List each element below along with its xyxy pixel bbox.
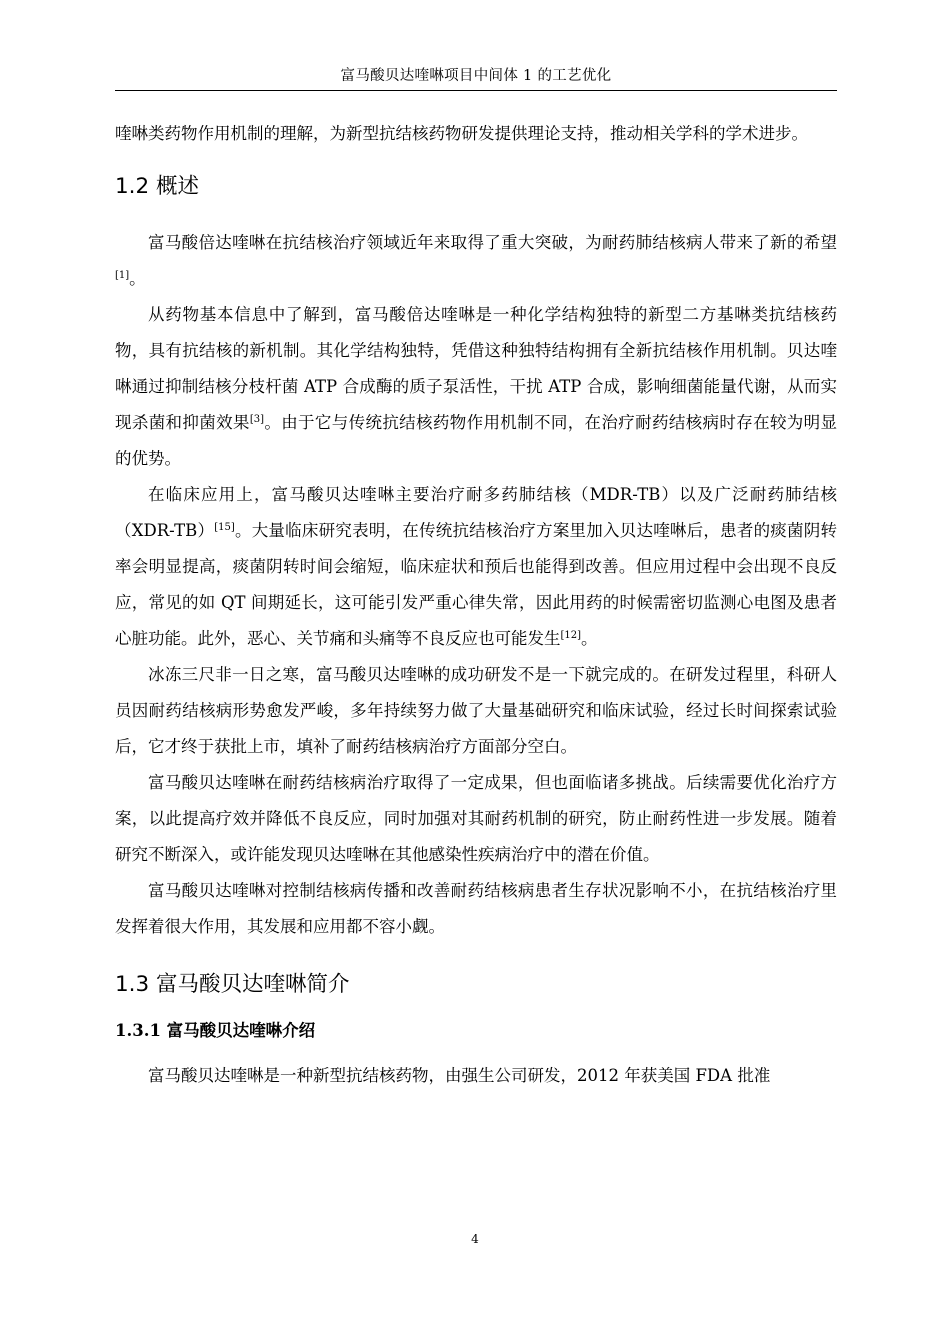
citation: [1] (115, 270, 130, 281)
paragraph-text: 从药物基本信息中了解到，富马酸倍达喹啉是一种化学结构独特的新型二方基啉类抗结核药物，具有抗结核的新机制。其化学结构独特，凭借这种独特结构拥有全新抗结核作用机制。贝达喹啉通过抑制结核分枝杆菌 ATP 合成酶的质子泵活性，干扰 ATP 合成，影响细菌能量代谢，从而实现杀菌和抑菌效果 (115, 305, 837, 432)
paragraph-text: 富马酸倍达喹啉在抗结核治疗领域近年来取得了重大突破，为耐药肺结核病人带来了新的希望 (148, 233, 837, 252)
paragraph: 富马酸贝达喹啉在耐药结核病治疗取得了一定成果，但也面临诸多挑战。后续需要优化治疗方案，以此提高疗效并降低不良反应，同时加强对其耐药机制的研究，防止耐药性进一步发展。随着研究不断深入，或许能发现贝达喹啉在其他感染性疾病治疗中的潜在价值。 (115, 773, 837, 864)
paragraph-text: 。 (581, 629, 598, 648)
citation: [3] (249, 414, 264, 425)
page-number: 4 (471, 1232, 479, 1246)
paragraph: 富马酸贝达喹啉对控制结核病传播和改善耐药结核病患者生存状况影响不小，在抗结核治疗里发挥着很大作用，其发展和应用都不容小觑。 (115, 881, 837, 936)
continuation-paragraph: 喹啉类药物作用机制的理解，为新型抗结核药物研发提供理论支持，推动相关学科的学术进步。 (115, 124, 808, 143)
page-body (115, 116, 837, 1094)
paragraph-text: 。由于它与传统抗结核药物作用机制不同，在治疗耐药结核病时存在较为明显的优势。 (115, 413, 838, 468)
running-header: 富马酸贝达喹啉项目中间体 1 的工艺优化 (340, 68, 612, 84)
paragraph-text: 。大量临床研究表明，在传统抗结核治疗方案里加入贝达喹啉后，患者的痰菌阴转率会明显提高，痰菌阴转时间会缩短，临床症状和预后也能得到改善。但应用过程中会出现不良反应，常见的如 QT 间期延长，这可能引发严重心律失常，因此用药的时候需密切监测心电图及患者心脏功能。此外，恶心、关节痛和头痛等不良反应也可能发生 (115, 521, 837, 648)
citation: [12] (560, 630, 582, 641)
section-heading-1-3: 1.3 富马酸贝达喹啉简介 (115, 972, 350, 997)
paragraph: 冰冻三尺非一日之寒，富马酸贝达喹啉的成功研发不是一下就完成的。在研发过程里，科研人员因耐药结核病形势愈发严峻，多年持续努力做了大量基础研究和临床试验，经过长时间探索试验后，它才终于获批上市，填补了耐药结核病治疗方面部分空白。 (115, 665, 837, 756)
paragraph (115, 477, 837, 657)
paragraph: 富马酸贝达喹啉是一种新型抗结核药物，由强生公司研发，2012 年获美国 FDA 批准 (148, 1066, 771, 1085)
citation: [15] (214, 522, 235, 533)
paragraph-text: 。 (129, 269, 146, 288)
paragraph (115, 225, 837, 297)
header-rule (115, 90, 837, 91)
section-heading-1-2: 1.2 概述 (115, 174, 200, 199)
subsection-heading-1-3-1: 1.3.1 富马酸贝达喹啉介绍 (115, 1021, 316, 1040)
paragraph-text: 在临床应用上，富马酸贝达喹啉主要治疗耐多药肺结核（MDR-TB）以及广泛耐药肺结核（XDR-TB） (115, 485, 837, 540)
paragraph (115, 297, 837, 477)
